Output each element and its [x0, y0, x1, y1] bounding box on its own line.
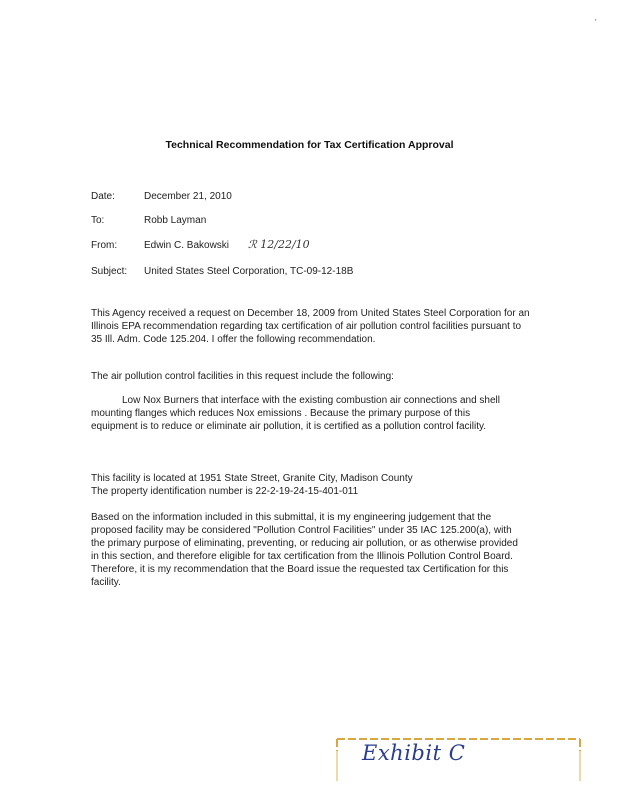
- from-value: Edwin C. Bakowski: [144, 240, 230, 251]
- conclusion-text: Based on the information included in this submittal, it is my engineering judgement that the proposed facility may be considered "Pollution Control Facilities" under 35 IAC 125.200(a), with the primary purpose of eliminating, preventing, or reducing air pollution, or as otherwise provided in this section, and therefore eligible for tax certification from the Illinois Pollution Control Board. Therefore, it is my recommendation that the Board issue the requested tax Certification for this facility.: [91, 512, 518, 588]
- handwritten-initials: ℛ 12/22/10: [248, 238, 310, 251]
- from-label: From:: [91, 240, 118, 251]
- location-paragraph: [91, 472, 531, 498]
- document-title: Technical Recommendation for Tax Certification Approval: [165, 139, 454, 151]
- subject-value: United States Steel Corporation, TC-09-12-18B: [144, 266, 354, 277]
- request-text: This Agency received a request on December 18, 2009 from United States Steel Corporation for an Illinois EPA recommendation regarding tax certification of air pollution control facilities pursuant to 35 Ill. Adm. Code 125.204. I offer the following recommendation.: [91, 308, 530, 345]
- facility-description-paragraph: [91, 394, 516, 433]
- date-label: Date:: [91, 191, 115, 202]
- conclusion-paragraph: [91, 511, 528, 589]
- location-line-1: This facility is located at 1951 State Street, Granite City, Madison County: [91, 473, 413, 484]
- subject-label: Subject:: [91, 266, 128, 277]
- to-value: Robb Layman: [144, 215, 207, 226]
- facilities-intro-paragraph: [91, 370, 531, 383]
- corner-mark: ': [595, 18, 597, 27]
- exhibit-label: Exhibit C: [362, 741, 466, 765]
- date-value: December 21, 2010: [144, 191, 232, 202]
- to-label: To:: [91, 215, 105, 226]
- request-paragraph: [91, 307, 531, 346]
- facility-description-text: Low Nox Burners that interface with the existing combustion air connections and shell mounting flanges which reduces Nox emissions . Because the primary purpose of this equipment is to reduce or eliminate air pollution, it is certified as a pollution control facility.: [91, 395, 500, 432]
- location-line-2: The property identification number is 22-2-19-24-15-401-011: [91, 486, 359, 497]
- facilities-intro-text: The air pollution control facilities in this request include the following:: [91, 371, 394, 382]
